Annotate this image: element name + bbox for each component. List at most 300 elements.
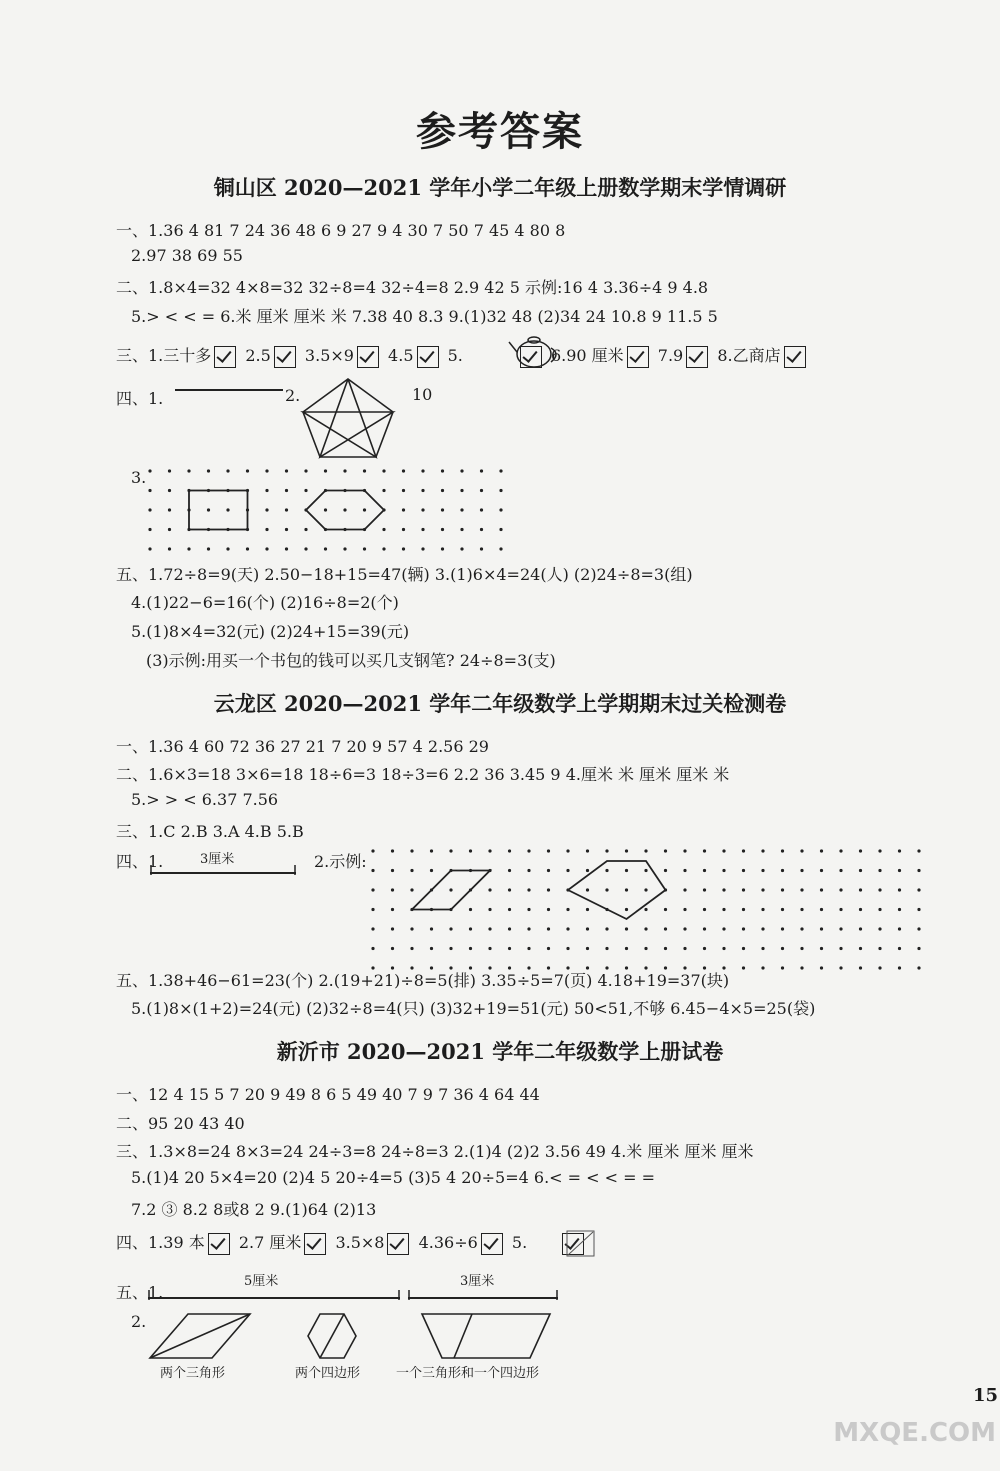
grid-dot xyxy=(488,947,491,950)
grid-dot xyxy=(441,489,444,492)
grid-dot xyxy=(781,947,784,950)
grid-dot xyxy=(207,508,210,511)
grid-dot xyxy=(402,547,405,550)
grid-dot xyxy=(488,927,491,930)
grid-dot xyxy=(761,908,764,911)
grid-dot xyxy=(285,528,288,531)
grid-dot xyxy=(703,888,706,891)
checkmark-icon xyxy=(481,1233,503,1255)
grid-dot xyxy=(917,849,920,852)
grid-dot xyxy=(878,947,881,950)
grid-dot xyxy=(382,547,385,550)
grid-dot xyxy=(800,869,803,872)
grid-dot xyxy=(304,469,307,472)
line-segment-5cm xyxy=(148,1288,403,1302)
grid-dot xyxy=(800,908,803,911)
grid-dot xyxy=(917,947,920,950)
grid-dot xyxy=(469,849,472,852)
grid-dot xyxy=(304,528,307,531)
grid-dot xyxy=(898,869,901,872)
grid-dot xyxy=(625,908,628,911)
grid-dot xyxy=(527,927,530,930)
length-label: 3厘米 xyxy=(200,852,235,867)
answer-line: 五、1.72÷8=9(天) 2.50−18+15=47(辆) 3.(1)6×4=24(人) (2)24÷8=3(组) xyxy=(116,565,693,584)
grid-dot xyxy=(586,908,589,911)
grid-dot xyxy=(265,547,268,550)
grid-dot xyxy=(460,528,463,531)
grid-dot xyxy=(449,888,452,891)
grid-dot xyxy=(402,508,405,511)
grid-dot xyxy=(820,908,823,911)
grid-dot xyxy=(625,947,628,950)
grid-dot xyxy=(148,547,151,550)
grid-dot xyxy=(371,849,374,852)
section-heading-yunlong: 云龙区 2020—2021 学年二年级数学上学期期末过关检测卷 xyxy=(213,691,787,716)
grid-dot xyxy=(265,469,268,472)
grid-dot xyxy=(898,888,901,891)
grid-dot xyxy=(683,888,686,891)
grid-dot xyxy=(547,927,550,930)
grid-dot xyxy=(781,849,784,852)
grid-dot xyxy=(703,849,706,852)
grid-dot xyxy=(469,947,472,950)
grid-dot xyxy=(226,547,229,550)
grid-dot xyxy=(605,947,608,950)
grid-dot xyxy=(839,966,842,969)
answer-line: 四、1. xyxy=(116,389,164,408)
grid-dot xyxy=(625,849,628,852)
grid-dot xyxy=(460,469,463,472)
grid-dot xyxy=(441,547,444,550)
grid-dot xyxy=(703,869,706,872)
grid-dot xyxy=(410,849,413,852)
grid-dot xyxy=(187,547,190,550)
answer-line: 2. xyxy=(131,1312,147,1331)
grid-dot xyxy=(488,908,491,911)
grid-dot xyxy=(469,927,472,930)
grid-dot xyxy=(363,469,366,472)
grid-dot xyxy=(148,469,151,472)
length-label: 5厘米 xyxy=(244,1274,279,1289)
grid-dot xyxy=(586,927,589,930)
grid-dot xyxy=(605,888,608,891)
grid-dot xyxy=(488,849,491,852)
grid-dot xyxy=(820,947,823,950)
grid-dot xyxy=(898,966,901,969)
answer-line: 一、1.36 4 60 72 36 27 21 7 20 9 57 4 2.56 29 xyxy=(116,737,489,756)
checkmark-icon xyxy=(387,1233,409,1255)
grid-dot xyxy=(168,528,171,531)
page-number: 15 xyxy=(972,1385,998,1406)
grid-dot xyxy=(742,966,745,969)
grid-dot xyxy=(703,927,706,930)
grid-dot xyxy=(460,547,463,550)
grid-dot xyxy=(148,489,151,492)
shape-caption: 两个三角形 xyxy=(160,1366,226,1381)
grid-dot xyxy=(781,908,784,911)
check-item-label: 5. xyxy=(511,1233,528,1252)
pentagon-shape xyxy=(568,861,666,919)
grid-dot xyxy=(499,508,502,511)
pentagon-star-diagram xyxy=(300,375,400,460)
check-item-label: 6.90 厘米 xyxy=(550,346,624,365)
grid-dot xyxy=(488,888,491,891)
grid-dot xyxy=(265,489,268,492)
grid-dot xyxy=(402,489,405,492)
grid-dot xyxy=(625,927,628,930)
grid-dot xyxy=(343,508,346,511)
answer-line: 二、1.8×4=32 4×8=32 32÷8=4 32÷4=8 2.9 42 5 示例:16 4 3.36÷4 9 4.8 xyxy=(116,278,709,297)
check-item-label: 2.7 厘米 xyxy=(238,1233,302,1252)
rectangle-shape xyxy=(189,491,248,530)
line-segment xyxy=(175,385,285,395)
grid-dot xyxy=(664,869,667,872)
grid-dot xyxy=(722,947,725,950)
check-item-label: 4.5 xyxy=(388,346,414,365)
answer-line: 2.97 38 69 55 xyxy=(131,246,243,265)
grid-dot xyxy=(499,469,502,472)
grid-dot xyxy=(683,927,686,930)
grid-dot xyxy=(371,947,374,950)
grid-dot xyxy=(207,547,210,550)
check-item-label: 8.乙商店 xyxy=(717,346,781,365)
grid-dot xyxy=(644,927,647,930)
grid-dot xyxy=(625,888,628,891)
grid-dot xyxy=(761,888,764,891)
grid-dot xyxy=(460,489,463,492)
grid-dot xyxy=(480,489,483,492)
check-item-label: 4.36÷6 xyxy=(418,1233,478,1252)
grid-dot xyxy=(605,927,608,930)
grid-dot xyxy=(371,869,374,872)
grid-dot xyxy=(430,947,433,950)
grid-dot xyxy=(664,947,667,950)
grid-dot xyxy=(800,966,803,969)
answer-line: 五、1.38+46−61=23(个) 2.(19+21)÷8=5(排) 3.35÷5=7(页) 4.18+19=37(块) xyxy=(116,971,730,990)
grid-dot xyxy=(508,947,511,950)
grid-dot xyxy=(410,888,413,891)
grid-dot xyxy=(324,469,327,472)
grid-dot xyxy=(265,508,268,511)
checkmark-icon xyxy=(417,346,439,368)
grid-dot xyxy=(781,966,784,969)
grid-dot xyxy=(527,869,530,872)
answer-line: 三、1.C 2.B 3.A 4.B 5.B xyxy=(116,822,304,841)
grid-dot xyxy=(625,869,628,872)
grid-dot xyxy=(499,528,502,531)
grid-dot xyxy=(917,966,920,969)
shape-caption: 两个四边形 xyxy=(295,1366,361,1381)
grid-dot xyxy=(391,908,394,911)
section-heading-xinyi: 新沂市 2020—2021 学年二年级数学上册试卷 xyxy=(276,1039,724,1064)
answer-line: 4.(1)22−6=16(个) (2)16÷8=2(个) xyxy=(131,593,399,612)
answer-line: 四、1. xyxy=(116,852,164,871)
grid-dot xyxy=(820,927,823,930)
grid-dot xyxy=(430,927,433,930)
grid-dot xyxy=(547,888,550,891)
grid-dot xyxy=(382,489,385,492)
grid-dot xyxy=(761,927,764,930)
grid-dot xyxy=(391,849,394,852)
page-title: 参考答案 xyxy=(416,108,584,155)
grid-dot xyxy=(566,927,569,930)
grid-dot xyxy=(644,947,647,950)
grid-dot xyxy=(683,908,686,911)
grid-dot xyxy=(421,508,424,511)
grid-dot xyxy=(839,849,842,852)
shape-caption: 一个三角形和一个四边形 xyxy=(396,1366,540,1381)
grid-dot xyxy=(644,869,647,872)
grid-dot xyxy=(742,908,745,911)
answer-line: 3. xyxy=(131,468,147,487)
grid-dot xyxy=(605,849,608,852)
check-item-label: 2.5 xyxy=(245,346,271,365)
dot-grid-rect-hexagon xyxy=(150,468,520,553)
answer-line-checks xyxy=(116,1230,588,1255)
answer-line: 2. xyxy=(285,386,301,405)
answer-line: 5.> > < 6.37 7.56 xyxy=(131,790,279,809)
grid-dot xyxy=(586,888,589,891)
grid-dot xyxy=(547,947,550,950)
grid-dot xyxy=(499,489,502,492)
grid-dot xyxy=(800,849,803,852)
grid-dot xyxy=(382,469,385,472)
grid-dot xyxy=(527,908,530,911)
grid-dot xyxy=(410,927,413,930)
grid-dot xyxy=(469,908,472,911)
grid-dot xyxy=(839,888,842,891)
grid-dot xyxy=(839,947,842,950)
grid-dot xyxy=(460,508,463,511)
grid-dot xyxy=(363,508,366,511)
grid-dot xyxy=(800,888,803,891)
grid-dot xyxy=(285,508,288,511)
checkmark-icon xyxy=(214,346,236,368)
grid-dot xyxy=(508,927,511,930)
checkmark-icon xyxy=(686,346,708,368)
checkmark-icon xyxy=(208,1233,230,1255)
grid-dot xyxy=(898,908,901,911)
grid-dot xyxy=(761,966,764,969)
grid-dot xyxy=(722,908,725,911)
grid-dot xyxy=(508,908,511,911)
checkmark-icon xyxy=(274,346,296,368)
grid-dot xyxy=(898,947,901,950)
grid-dot xyxy=(441,508,444,511)
grid-dot xyxy=(421,469,424,472)
answer-line: 五、1. xyxy=(116,1283,164,1302)
grid-dot xyxy=(304,547,307,550)
grid-dot xyxy=(508,869,511,872)
grid-dot xyxy=(742,869,745,872)
grid-dot xyxy=(664,849,667,852)
grid-dot xyxy=(761,947,764,950)
line-segment-3cm xyxy=(150,863,300,877)
grid-dot xyxy=(168,547,171,550)
square-diagonal-diagram xyxy=(566,1230,596,1258)
grid-dot xyxy=(371,927,374,930)
grid-dot xyxy=(410,947,413,950)
answer-line: 三、1.3×8=24 8×3=24 24÷3=8 24÷8=3 2.(1)4 (2)2 3.56 49 4.米 厘米 厘米 厘米 xyxy=(116,1142,754,1161)
grid-dot xyxy=(820,849,823,852)
grid-dot xyxy=(566,908,569,911)
grid-dot xyxy=(508,888,511,891)
grid-dot xyxy=(371,908,374,911)
grid-dot xyxy=(265,528,268,531)
grid-dot xyxy=(343,469,346,472)
grid-dot xyxy=(683,869,686,872)
grid-dot xyxy=(391,888,394,891)
grid-dot xyxy=(148,508,151,511)
grid-dot xyxy=(382,528,385,531)
grid-dot xyxy=(839,908,842,911)
grid-dot xyxy=(586,849,589,852)
grid-dot xyxy=(820,869,823,872)
grid-dot xyxy=(441,469,444,472)
grid-dot xyxy=(246,547,249,550)
grid-dot xyxy=(148,528,151,531)
grid-dot xyxy=(391,927,394,930)
grid-dot xyxy=(285,547,288,550)
grid-dot xyxy=(800,927,803,930)
grid-dot xyxy=(898,849,901,852)
grid-dot xyxy=(226,508,229,511)
grid-dot xyxy=(402,469,405,472)
answer-line: 5.(1)4 20 5×4=20 (2)4 5 20÷4=5 (3)5 4 20÷5=4 6.< = < < = = xyxy=(131,1168,656,1187)
answer-line-checks xyxy=(116,343,810,368)
grid-dot xyxy=(391,947,394,950)
answer-line: 5.> < < = 6.米 厘米 厘米 米 7.38 40 8.3 9.(1)32 48 (2)34 24 10.8 9 11.5 5 xyxy=(131,307,718,326)
grid-dot xyxy=(324,547,327,550)
grid-dot xyxy=(449,947,452,950)
check-item-label: 5. xyxy=(447,346,463,365)
grid-dot xyxy=(168,508,171,511)
grid-dot xyxy=(499,547,502,550)
grid-dot xyxy=(226,469,229,472)
answer-line: 5.(1)8×4=32(元) (2)24+15=39(元) xyxy=(131,622,410,641)
dot-grid-parallelogram-pentagon xyxy=(370,848,940,963)
checkmark-icon xyxy=(357,346,379,368)
grid-dot xyxy=(917,888,920,891)
grid-dot xyxy=(703,908,706,911)
checkmark-icon xyxy=(304,1233,326,1255)
grid-dot xyxy=(644,908,647,911)
grid-dot xyxy=(343,547,346,550)
grid-dot xyxy=(168,489,171,492)
grid-dot xyxy=(547,849,550,852)
answer-line: 2.示例: xyxy=(314,852,367,871)
grid-dot xyxy=(430,849,433,852)
grid-dot xyxy=(605,869,608,872)
answer-line: 一、12 4 15 5 7 20 9 49 8 6 5 49 40 7 9 7 36 4 64 44 xyxy=(116,1085,540,1104)
grid-dot xyxy=(547,869,550,872)
grid-dot xyxy=(878,966,881,969)
check-item-label: 3.5×8 xyxy=(335,1233,385,1252)
grid-dot xyxy=(820,888,823,891)
answer-line: 二、1.6×3=18 3×6=18 18÷6=3 18÷3=6 2.2 36 3.45 9 4.厘米 米 厘米 厘米 米 xyxy=(116,765,730,784)
grid-dot xyxy=(781,888,784,891)
grid-dot xyxy=(683,947,686,950)
grid-dot xyxy=(703,947,706,950)
grid-dot xyxy=(187,469,190,472)
grid-dot xyxy=(421,547,424,550)
checkmark-icon xyxy=(627,346,649,368)
grid-dot xyxy=(761,869,764,872)
check-item-label: 3.5×9 xyxy=(304,346,354,365)
length-label: 3厘米 xyxy=(460,1274,495,1289)
grid-dot xyxy=(363,547,366,550)
grid-dot xyxy=(566,869,569,872)
grid-dot xyxy=(402,528,405,531)
grid-dot xyxy=(781,927,784,930)
answer-line: 二、95 20 43 40 xyxy=(116,1114,245,1133)
answer-line: 一、1.36 4 81 7 24 36 48 6 9 27 9 4 30 7 50 7 45 4 80 8 xyxy=(116,221,566,240)
grid-dot xyxy=(722,927,725,930)
grid-dot xyxy=(742,927,745,930)
grid-dot xyxy=(878,927,881,930)
grid-dot xyxy=(859,869,862,872)
grid-dot xyxy=(644,849,647,852)
grid-dot xyxy=(820,966,823,969)
teapot-icon xyxy=(507,330,565,370)
grid-dot xyxy=(878,869,881,872)
grid-dot xyxy=(441,528,444,531)
grid-dot xyxy=(722,849,725,852)
grid-dot xyxy=(566,849,569,852)
grid-dot xyxy=(859,908,862,911)
shape-division-diagrams xyxy=(150,1312,600,1362)
grid-dot xyxy=(449,849,452,852)
grid-dot xyxy=(664,908,667,911)
grid-dot xyxy=(371,888,374,891)
grid-dot xyxy=(421,489,424,492)
grid-dot xyxy=(742,947,745,950)
grid-dot xyxy=(566,947,569,950)
line-segment-3cm xyxy=(408,1288,560,1302)
grid-dot xyxy=(800,947,803,950)
grid-dot xyxy=(480,547,483,550)
grid-dot xyxy=(421,528,424,531)
grid-dot xyxy=(878,888,881,891)
section-heading-tongshan: 铜山区 2020—2021 学年小学二年级上册数学期末学情调研 xyxy=(213,175,787,200)
grid-dot xyxy=(285,489,288,492)
answer-line: (3)示例:用买一个书包的钱可以买几支钢笔? 24÷8=3(支) xyxy=(146,651,556,670)
grid-dot xyxy=(449,927,452,930)
grid-dot xyxy=(527,849,530,852)
grid-dot xyxy=(586,869,589,872)
grid-dot xyxy=(410,869,413,872)
grid-dot xyxy=(761,849,764,852)
grid-dot xyxy=(324,508,327,511)
grid-dot xyxy=(859,947,862,950)
grid-dot xyxy=(917,908,920,911)
grid-dot xyxy=(168,469,171,472)
answer-line: 5.(1)8×(1+2)=24(元) (2)32÷8=4(只) (3)32+19=51(元) 50<51,不够 6.45−4×5=25(袋) xyxy=(131,999,816,1018)
check-item-label: 四、1.39 本 xyxy=(116,1233,205,1252)
grid-dot xyxy=(480,469,483,472)
grid-dot xyxy=(527,888,530,891)
grid-dot xyxy=(898,927,901,930)
grid-dot xyxy=(742,849,745,852)
grid-dot xyxy=(683,849,686,852)
grid-dot xyxy=(722,869,725,872)
check-item-label: 三、1.三十多 xyxy=(116,346,212,365)
grid-dot xyxy=(547,908,550,911)
grid-dot xyxy=(207,469,210,472)
grid-dot xyxy=(285,469,288,472)
grid-dot xyxy=(480,528,483,531)
grid-dot xyxy=(859,966,862,969)
